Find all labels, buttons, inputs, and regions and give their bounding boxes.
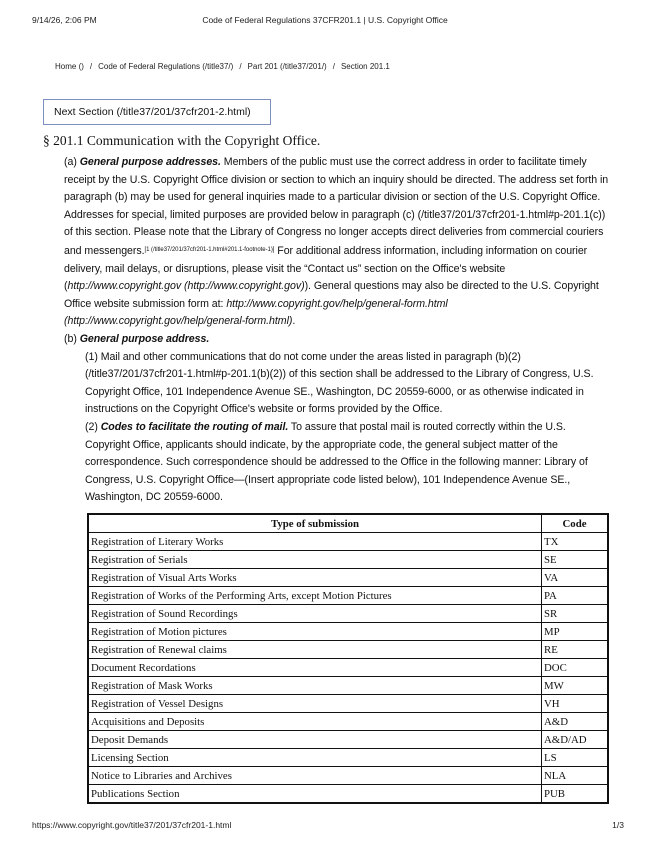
table-row [88, 623, 608, 641]
submission-type: Registration of Works of the Performing Arts, except Motion Pictures [88, 587, 542, 605]
submission-type: Registration of Renewal claims [88, 641, 542, 659]
paragraph-a-text: For additional address information, including information on courier delivery, mail delays, or disruptions, please visit the “Contact us” section on the Office's website ( [64, 244, 588, 293]
submission-code: PUB [542, 785, 609, 804]
submission-type: Registration of Sound Recordings [88, 605, 542, 623]
submission-type: Publications Section [88, 785, 542, 804]
paragraph-b2-text: To assure that postal mail is routed correctly within the U.S. Copyright Office, applicants should indicate, by the appropriate code, the general subject matter of the correspondence. Such correspondence should be addressed to the Office in the following manner: Library of Congress, U.S. Copyright Office—(Insert appropriate code listed below), 101 Independence Avenue SE., Washington, DC 20559-6000. [85, 420, 588, 504]
copyright-website-link[interactable]: http://www.copyright.gov (http://www.copyright.gov) [67, 280, 305, 293]
table-row [88, 731, 608, 749]
table-row [88, 713, 608, 731]
submission-type: Notice to Libraries and Archives [88, 767, 542, 785]
paragraph-a-text: ). General questions may also be directed to the U.S. Copyright Office website submission form at: [64, 280, 599, 310]
routing-codes-table [87, 513, 609, 804]
table-row [88, 533, 608, 551]
paragraph-a-heading: General purpose addresses. [79, 156, 221, 168]
table-row [88, 569, 608, 587]
breadcrumb-cfr[interactable]: Code of Federal Regulations (/title37/) [98, 62, 234, 71]
breadcrumb-separator: / [332, 62, 335, 71]
paragraph-b2-heading: Codes to facilitate the routing of mail. [100, 420, 289, 433]
table-row [88, 677, 608, 695]
paragraph-b [64, 331, 612, 349]
submission-code: MP [542, 623, 609, 641]
submission-code: LS [542, 749, 609, 767]
footnote-link[interactable]: [1 (/title37/201/37cfr201-1.html#201.1-footnote-1)] [144, 246, 275, 253]
table-header-row [88, 514, 608, 533]
paragraph-b2-label: (2) [85, 420, 101, 433]
submission-type: Registration of Visual Arts Works [88, 569, 542, 587]
submission-code: NLA [542, 767, 609, 785]
submission-type: Registration of Mask Works [88, 677, 542, 695]
paragraph-b-label: (b) [64, 332, 80, 345]
submission-type: Registration of Literary Works [88, 533, 542, 551]
paragraph-b-heading: General purpose address. [79, 332, 210, 345]
paragraph-a-text: . [292, 315, 296, 328]
table-row [88, 587, 608, 605]
table-row [88, 605, 608, 623]
table-row [88, 767, 608, 785]
table-row [88, 641, 608, 659]
print-datetime: 9/14/26, 2:06 PM [32, 15, 97, 25]
paragraph-a-text: Members of the public must use the correct address in order to facilitate timely receipt by the U.S. Copyright Office division or section to which an inquiry should be directed. The address set forth in paragraph (b) may be used for general inquiries made to a particular division or section of the U.S. Copyright Office. Addresses for special, limited purposes are provided below in paragraph (c) (/title37/201/37cfr201-1.html#p-201.1(c)) of this section. Please note that the Library of Congress no longer accepts direct deliveries from commercial couriers and messengers. [64, 156, 609, 257]
column-header-code: Code [542, 514, 609, 533]
table-row [88, 785, 608, 804]
print-url: https://www.copyright.gov/title37/201/37cfr201-1.html [32, 820, 232, 830]
submission-type: Licensing Section [88, 749, 542, 767]
breadcrumb-home[interactable]: Home () [55, 62, 84, 71]
paragraph-a-label: (a) [64, 156, 80, 168]
submission-code: SE [542, 551, 609, 569]
paragraph-b2 [64, 419, 612, 507]
submission-code: MW [542, 677, 609, 695]
table-row [88, 749, 608, 767]
table-row [88, 659, 608, 677]
table-row [88, 551, 608, 569]
next-section-button[interactable]: Next Section (/title37/201/37cfr201-2.html) [43, 99, 271, 125]
breadcrumb [55, 62, 390, 71]
breadcrumb-current: Section 201.1 [340, 62, 390, 71]
submission-type: Document Recordations [88, 659, 542, 677]
submission-type: Acquisitions and Deposits [88, 713, 542, 731]
submission-type: Registration of Motion pictures [88, 623, 542, 641]
submission-type: Registration of Vessel Designs [88, 695, 542, 713]
section-content [64, 154, 612, 507]
paragraph-b1: (1) Mail and other communications that do not come under the areas listed in paragraph (b)(2) (/title37/201/37cfr201-1.html#p-201.1(b)(2)) of this section shall be addressed to the Library of Congress, U.S. Copyright Office, 101 Independence Avenue SE., Washington, DC 20559-6000, or as otherwise indicated in instructions on the Copyright Office's website or forms provided by the Office. [85, 350, 594, 416]
breadcrumb-separator: / [89, 62, 93, 71]
general-form-link[interactable]: http://www.copyright.gov/help/general-form.html (http://www.copyright.gov/help/general-form.html) [64, 297, 448, 328]
print-page-title: Code of Federal Regulations 37CFR201.1 | U.S. Copyright Office [202, 15, 448, 25]
submission-code: A&D [542, 713, 609, 731]
print-page-number: 1/3 [612, 820, 624, 830]
submission-code: RE [542, 641, 609, 659]
submission-code: DOC [542, 659, 609, 677]
breadcrumb-separator: / [239, 62, 242, 71]
submission-code: TX [542, 533, 609, 551]
submission-type: Registration of Serials [88, 551, 542, 569]
submission-code: SR [542, 605, 609, 623]
submission-type: Deposit Demands [88, 731, 542, 749]
paragraph-a [64, 154, 612, 331]
submission-code: VH [542, 695, 609, 713]
submission-code: VA [542, 569, 609, 587]
breadcrumb-part[interactable]: Part 201 (/title37/201/) [247, 62, 327, 71]
submission-code: PA [542, 587, 609, 605]
section-title: § 201.1 Communication with the Copyright Office. [43, 133, 321, 148]
table-row [88, 695, 608, 713]
submission-code: A&D/AD [542, 731, 609, 749]
column-header-type: Type of submission [88, 514, 542, 533]
